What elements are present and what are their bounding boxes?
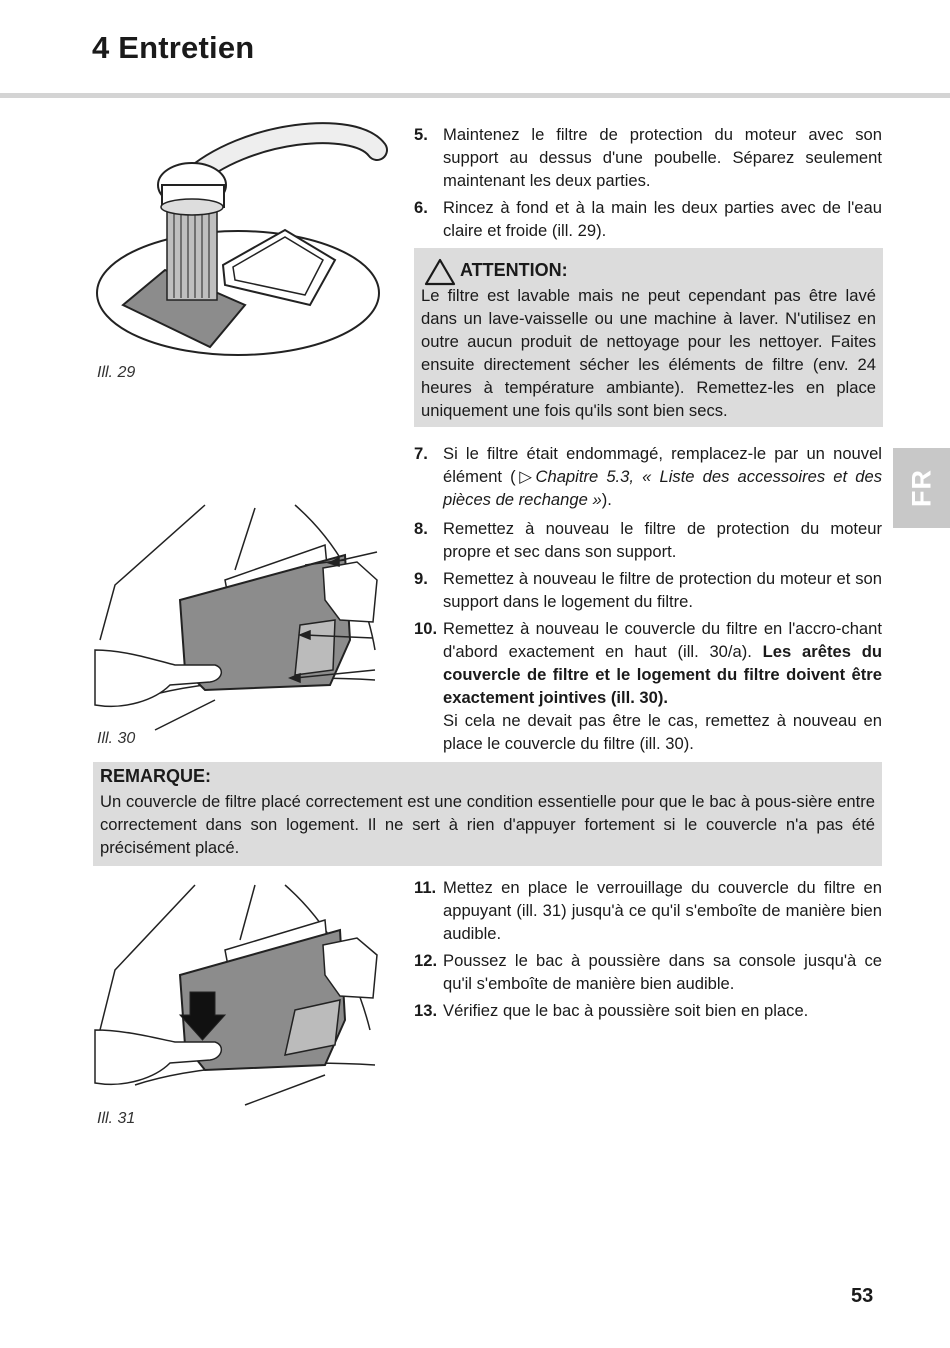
attention-title: ATTENTION: bbox=[460, 260, 568, 280]
step-10-extra-text: Si cela ne devait pas être le cas, remettez à nouveau en place le couvercle du filtre (ill. 30). bbox=[443, 711, 882, 753]
caption-ill-29: Ill. 29 bbox=[97, 364, 136, 381]
attention-text: Le filtre est lavable mais ne peut cependant pas être lavé dans un lave-vaisselle ou une machine à laver. N'utilisez en outre aucun produit de nettoyage pour les nettoyer. Faites ensuite directement sécher les éléments de filtre (env. 24 heures à température ambiante). Remettez-les en place uniquement une fois qu'ils sont bien secs. bbox=[421, 286, 876, 420]
chapter-title: 4 Entretien bbox=[92, 30, 255, 65]
step-number: 7. bbox=[414, 444, 428, 463]
step-number: 13. bbox=[414, 1001, 438, 1020]
step-text: Mettez en place le verrouillage du couvercle du filtre en appuyant (ill. 31) jusqu'à ce qu'il s'emboîte de manière bien audible. bbox=[443, 878, 882, 943]
step-text: Poussez le bac à poussière dans sa console jusqu'à ce qu'il s'emboîte de manière bien audible. bbox=[443, 951, 882, 993]
illustration-31 bbox=[95, 880, 385, 1110]
step-8 bbox=[414, 517, 882, 563]
warning-triangle-icon bbox=[424, 258, 456, 286]
header-rule bbox=[0, 93, 950, 98]
step-13 bbox=[414, 999, 882, 1022]
step-text: Vérifiez que le bac à poussière soit bien en place. bbox=[443, 1001, 809, 1020]
step-10 bbox=[414, 617, 882, 755]
step-9 bbox=[414, 567, 882, 613]
language-tab-label: FR bbox=[906, 469, 936, 507]
step-text: Remettez à nouveau le filtre de protection du moteur propre et sec dans son support. bbox=[443, 519, 882, 561]
step-number: 12. bbox=[414, 951, 438, 970]
page-number: 53 bbox=[851, 1285, 874, 1307]
illustration-29 bbox=[95, 125, 385, 360]
step-6 bbox=[414, 196, 882, 242]
step-number: 10. bbox=[414, 619, 438, 638]
cross-reference-arrow-icon: ▷ bbox=[515, 467, 536, 486]
step-number: 8. bbox=[414, 519, 428, 538]
step-5 bbox=[414, 123, 882, 192]
step-number: 9. bbox=[414, 569, 428, 588]
illustration-30 bbox=[95, 500, 385, 730]
step-7-text: Si le filtre était endommagé, remplacez-le par un nouvel élément ( bbox=[443, 444, 882, 486]
attention-box bbox=[414, 248, 883, 427]
step-number: 11. bbox=[414, 878, 437, 897]
step-7-text-end: ). bbox=[601, 490, 612, 509]
remarque-text: Un couvercle de filtre placé correctement est une condition essentielle pour que le bac à pous-sière entre correctement dans son logement. Il ne sert à rien d'appuyer fortement si le couvercle n'a pas été précisément placé. bbox=[100, 792, 875, 857]
cross-reference-link[interactable]: Chapitre 5.3, « Liste des accessoires et des pièces de rechange » bbox=[443, 467, 882, 509]
remarque-title: REMARQUE: bbox=[100, 766, 211, 786]
caption-ill-30: Ill. 30 bbox=[97, 730, 136, 747]
step-10-text: Remettez à nouveau le couvercle du filtre en l'accro-chant d'abord exactement en haut (ill. 30/a). bbox=[443, 619, 882, 661]
step-11 bbox=[414, 876, 882, 945]
caption-ill-31: Ill. 31 bbox=[97, 1110, 136, 1127]
step-number: 5. bbox=[414, 125, 428, 144]
step-10-bold-text: Les arêtes du couvercle de filtre et le logement du filtre doivent être exactement jointives (ill. 30). bbox=[443, 642, 882, 707]
remarque-box bbox=[93, 762, 882, 866]
step-text: Rincez à fond et à la main les deux parties avec de l'eau claire et froide (ill. 29). bbox=[443, 198, 882, 240]
step-number: 6. bbox=[414, 198, 428, 217]
step-12 bbox=[414, 949, 882, 995]
step-text: Remettez à nouveau le filtre de protection du moteur et son support dans le logement du filtre. bbox=[443, 569, 882, 611]
step-7 bbox=[414, 442, 882, 511]
step-text bbox=[443, 617, 882, 709]
step-text: Maintenez le filtre de protection du moteur avec son support au dessus d'une poubelle. Séparez seulement maintenant les deux parties. bbox=[443, 125, 882, 190]
step-text bbox=[443, 442, 882, 511]
language-tab bbox=[893, 448, 950, 528]
